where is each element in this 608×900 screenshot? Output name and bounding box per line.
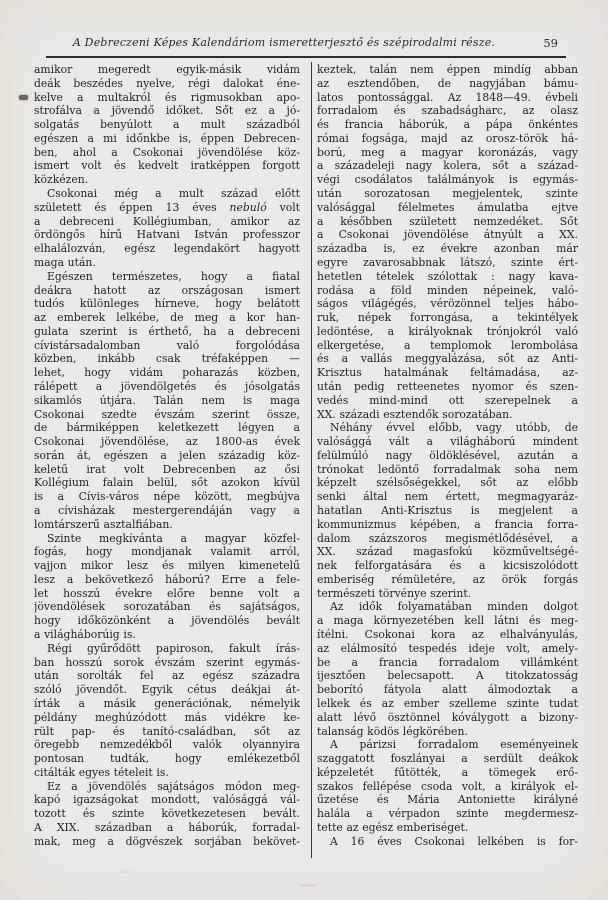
text-line: és a vallás meggyalázása, sőt az Anti- bbox=[317, 352, 578, 366]
text-line: forradalom és szabadságharc, az olasz bbox=[317, 104, 578, 118]
text-line: után pedig retteenetes nyomor és szen- bbox=[317, 379, 578, 393]
text-line: vedés mind-mind ott szerepelnek a bbox=[317, 393, 578, 407]
text-line: öregebb nemzedékből valók olyannyira bbox=[34, 738, 300, 752]
text-line: a világháborúig is. bbox=[34, 628, 136, 642]
text-line: Krisztus hatalmának feltámadása, az- bbox=[317, 366, 578, 380]
text-line: római fogsága, majd az orosz-török há- bbox=[317, 131, 578, 145]
header-rule bbox=[46, 56, 566, 58]
text-line: lesz a bekövetkező háború? Erre a fele- bbox=[34, 572, 300, 586]
text-line: hetetlen tételek szólottak : nagy kava- bbox=[317, 269, 578, 283]
text-line: be a francia forradalom villámként bbox=[317, 655, 578, 669]
text-line: rodása a föld minden népeinek, való- bbox=[317, 283, 578, 297]
text-line: trónokat ledöntő forradalmak soha nem bbox=[317, 462, 578, 476]
text-line: a maga környezetében kell látni és meg- bbox=[317, 614, 578, 628]
text-line: egyre zavarosabbnak látszó, szinte ért- bbox=[317, 255, 578, 269]
text-line: pontosan tudták, hogy emlékezetből bbox=[34, 752, 300, 766]
text-line: Csokonai jövendölése, az 1800-as évek bbox=[34, 435, 300, 449]
column-divider-rule bbox=[311, 62, 312, 858]
text-line: Csokonai még a mult század előtt bbox=[47, 187, 300, 201]
text-line: keletű irat volt Debrecenben az ősi bbox=[34, 462, 300, 476]
text-line: kapó igazságokat mondott, valósággá vál- bbox=[34, 793, 300, 807]
text-line: vajjon mikor lesz és milyen kimenetelű bbox=[34, 559, 300, 573]
text-line: ben, ahol a Csokonai jövendölése köz- bbox=[34, 145, 300, 159]
text-line: emberiség rémületére, az örök forgás bbox=[317, 572, 578, 586]
text-line: fogás, hogy mondjanak valamit arról, bbox=[34, 545, 300, 559]
text-line: Régi gyűrődött papiroson, fakult írás- bbox=[47, 641, 300, 655]
text-line: természeti törvénye szerint. bbox=[317, 586, 472, 600]
page-number: 59 bbox=[543, 36, 558, 50]
text-line: közben, inkább csak tréfaképpen — bbox=[34, 352, 300, 366]
text-line: halála a vérpadon szinte megdermesz- bbox=[317, 807, 578, 821]
text-line: XX. század magasfokú közműveltségé- bbox=[317, 545, 578, 559]
text-line: szóló jövendőt. Egyik cétus deákjai át- bbox=[34, 683, 300, 697]
text-line: rálépett a jövendölgetés és jósolgatás bbox=[34, 379, 300, 393]
text-line: keztek, talán nem éppen mindíg abban bbox=[317, 63, 578, 76]
text-line: Az idők folyamatában minden dolgot bbox=[330, 600, 578, 614]
text-line: strofálva a jövendő időket. Sőt ez a jó- bbox=[34, 104, 300, 118]
text-line: ijesztően belecsapott. A titokzatosság bbox=[317, 669, 578, 683]
text-line: jövendölések sorozatában és sajátságos, bbox=[34, 600, 300, 614]
text-line: szakos fellépése csoda volt, a királyok el- bbox=[317, 779, 578, 793]
text-line: Szinte megkívánta a magyar közfel- bbox=[47, 531, 300, 545]
text-line: Egészen természetes, hogy a fiatal bbox=[47, 269, 300, 283]
text-line: let hosszú évekre előre benne volt a bbox=[34, 586, 300, 600]
text-line: maga után. bbox=[34, 255, 96, 269]
text-line: végi csodálatos találmányok is egymás- bbox=[317, 173, 578, 187]
text-line: az elálmosító tespedés ideje volt, amely- bbox=[317, 641, 578, 655]
text-line: a századeleji nagy kolera, sőt a század- bbox=[317, 159, 578, 173]
text-line: cívistársadalomban való forgolódása bbox=[34, 338, 300, 352]
text-line: századba is, ez évekre azonban már bbox=[317, 242, 578, 256]
text-line: ruk, népek forrongása, a tekintélyek bbox=[317, 311, 578, 325]
text-line: deák beszédes nyelve, régi dalokat éne- bbox=[34, 76, 300, 90]
text-line: beborító fátyola alatt álmodoztak a bbox=[317, 683, 578, 697]
text-line: a Csokonai jövendölése átnyúlt a XX. bbox=[317, 228, 578, 242]
text-line: ban hosszú sorok évszám szerint egymás- bbox=[34, 655, 300, 669]
text-line: gulata szerint is érthető, ha a debreceni bbox=[34, 324, 300, 338]
text-line: valósággá vált a világháború mindent bbox=[317, 435, 578, 449]
text-line: ledöntése, a királyoknak trónjokról való bbox=[317, 324, 578, 338]
text-line: A 16 éves Csokonai lelkében is for- bbox=[330, 834, 578, 848]
text-line: citálták egyes tételeit is. bbox=[34, 765, 169, 779]
text-line: deákra hatott az országosan ismert bbox=[34, 283, 300, 297]
scan-speck-artifact bbox=[300, 884, 316, 887]
text-line: solgatás benyúlott a mult századból bbox=[34, 118, 300, 132]
text-line: Csokonai szedte évszám szerint össze, bbox=[34, 407, 300, 421]
text-column-right bbox=[317, 63, 578, 849]
text-line: elkergetése, a templomok lerombolása bbox=[317, 338, 578, 352]
text-line: szaggatott foszlányai a serdült deákok bbox=[317, 752, 578, 766]
text-line: sikamlós útjára. Talán nem is maga bbox=[34, 393, 300, 407]
text-line: hatatlan Anti-Krisztus is megjelent a bbox=[317, 504, 578, 517]
text-line: kelve a multakról és rigmusokban apo- bbox=[34, 90, 300, 104]
text-line: rült pap- és tanító-családban, sőt az bbox=[34, 724, 300, 738]
text-line: senki által nem értett, megmagyaráz- bbox=[317, 490, 578, 504]
text-line: és francia háborúk, a pápa önkéntes bbox=[317, 118, 578, 132]
text-line: de bármiképpen keletkezett légyen a bbox=[34, 421, 300, 435]
text-line: egészen a mi időnkbe is, éppen Debrecen- bbox=[34, 131, 300, 145]
italic-word: nebuló bbox=[229, 200, 267, 214]
text-line: után sorozatosan megjelentek, szinte bbox=[317, 187, 578, 201]
text-line: kommunizmus képében, a francia forra- bbox=[317, 517, 578, 531]
text-line: dalom százszoros megismétlődésével, a bbox=[317, 531, 578, 545]
text-line: elhalálozván, egész legendakört hagyott bbox=[34, 242, 300, 256]
text-line: után sorolták fel az egész századra bbox=[34, 669, 300, 683]
text-line: az emberek lelkébe, de meg a kor han- bbox=[34, 311, 300, 325]
text-line: lelkek és az ember szelleme szinte tudat bbox=[317, 696, 578, 710]
text-line: Néhány évvel előbb, vagy utóbb, de bbox=[330, 421, 578, 435]
text-line: során át, egészen a jelen századig köz- bbox=[34, 448, 300, 462]
text-line: Ez a jövendölés sajátságos módon meg- bbox=[47, 779, 300, 793]
text-line: tette az egész emberiséget. bbox=[317, 820, 469, 834]
text-line: ismert volt és kedvelt iratképpen forgott bbox=[34, 159, 300, 173]
text-line: ború, meg a magyar koronázás, vagy bbox=[317, 145, 578, 159]
text-line: ördöngős hírű Hatvani István professzor bbox=[34, 228, 300, 242]
text-line: az esztendőben, de nagyjában bámu- bbox=[317, 76, 578, 90]
text-line: írták a másik generációnak, némelyik bbox=[34, 696, 300, 710]
text-line: hogy időközönként a jövendölés bevált bbox=[34, 614, 300, 628]
text-line: tozott és szinte következetesen bevált. bbox=[34, 807, 300, 821]
text-line: A párizsi forradalom eseményeinek bbox=[330, 738, 578, 752]
text-line: a debreceni Kollégiumban, amikor az bbox=[34, 214, 300, 228]
scan-speck-artifact bbox=[120, 870, 130, 873]
text-line: latos pontossággal. Az 1848—49. évbeli bbox=[317, 90, 578, 104]
text-line: a későbben született nemzedéket. Sőt bbox=[317, 214, 578, 228]
text-line: képzeletét fűtötték, a tömegek erő- bbox=[317, 765, 578, 779]
text-line: közkézen. bbox=[34, 173, 89, 187]
text-line: született és éppen 13 éves nebuló volt bbox=[34, 200, 300, 214]
text-line: ítélni. Csokonai kora az elhalványulás, bbox=[317, 628, 578, 642]
text-line: valósággal félelmetes ámulatba ejtve bbox=[317, 200, 578, 214]
text-line: talanság ködös légkörében. bbox=[317, 724, 468, 738]
text-line: ságos világégés, vérözönnel teljes hábo- bbox=[317, 297, 578, 311]
text-line: Kollégium falain belül, sőt azokon kívül bbox=[34, 476, 300, 490]
text-line: képzelt szélsőségekkel, sőt az előbb bbox=[317, 476, 578, 490]
text-column-left bbox=[34, 63, 300, 849]
text-line: mak, meg a dögvészek sorjában bekövet- bbox=[34, 834, 300, 848]
text-line: tudós különleges hírneve, hogy belátott bbox=[34, 297, 300, 311]
text-line: amikor megeredt egyik-másik vidám bbox=[34, 63, 300, 76]
text-line: lehet, hogy vidám poharazás közben, bbox=[34, 366, 300, 380]
text-line: felülmúló nagy öldöklésével, azután a bbox=[317, 448, 578, 462]
text-line: A XIX. században a háborúk, forradal- bbox=[34, 820, 300, 834]
text-line: nek felforgatására és a kicsiszolódott bbox=[317, 559, 578, 573]
text-line: alatt lévő ösztönnel kóválygott a bizony- bbox=[317, 710, 578, 724]
text-line: űzetése és Mária Antoniette királyné bbox=[317, 793, 578, 807]
running-header-title: A Debreczeni Képes Kalendáriom ismeretterjesztő és szépirodalmi része. bbox=[72, 36, 496, 49]
text-line: is a Cívis-város népe között, megbújva bbox=[34, 490, 300, 504]
text-line: példány meghúzódott más vidékre ke- bbox=[34, 710, 300, 724]
text-line: XX. századi esztendők sorozatában. bbox=[317, 407, 513, 421]
text-line: a cívisházak mestergerendáján vagy a bbox=[34, 504, 300, 517]
scan-smudge-artifact bbox=[19, 95, 28, 100]
text-line: lomtárszerű asztalfiában. bbox=[34, 517, 173, 531]
